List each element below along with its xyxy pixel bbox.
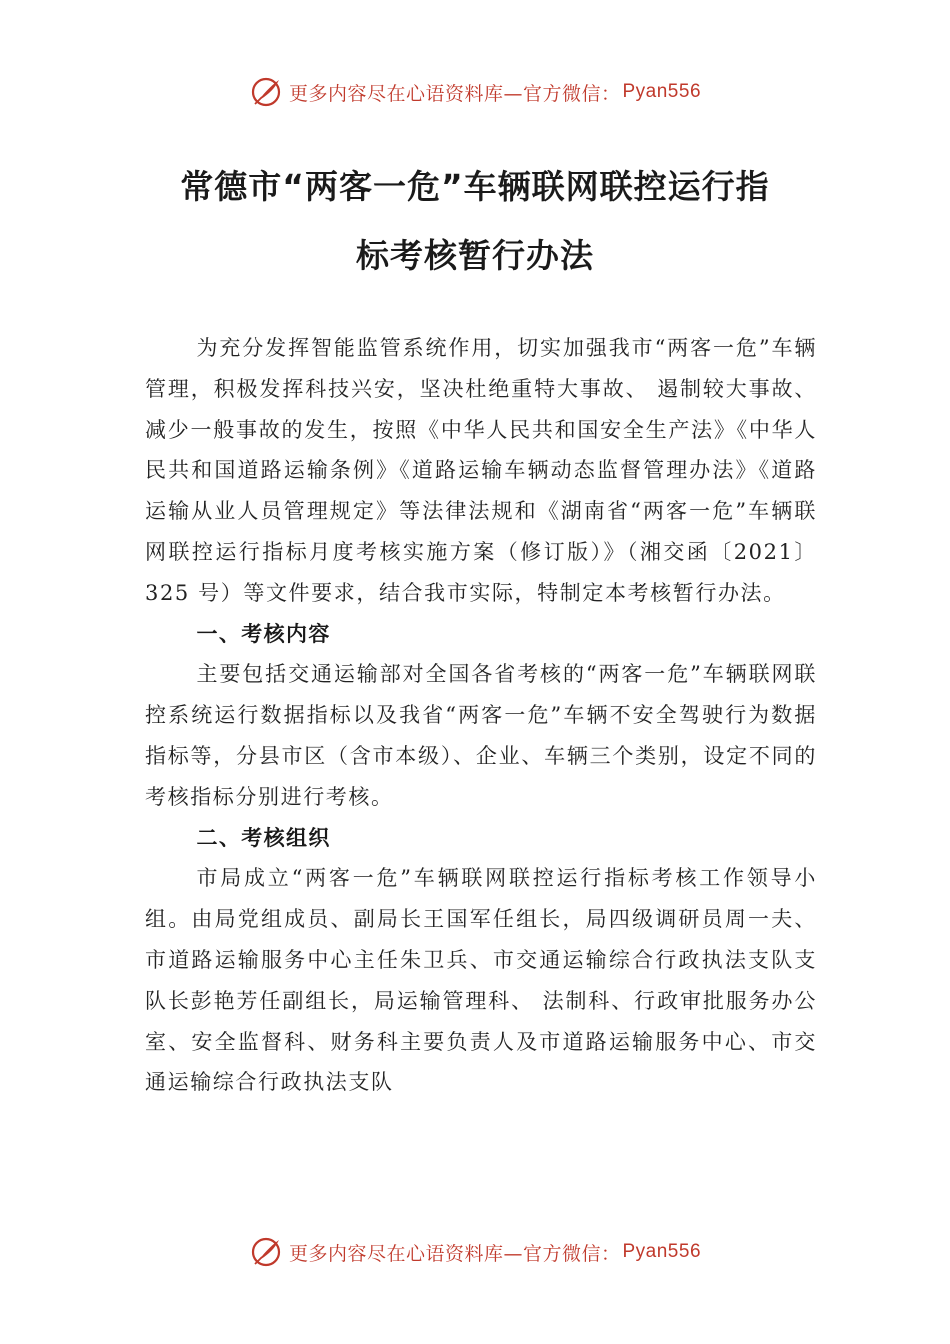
section-paragraph-assessment-content: 主要包括交通运输部对全国各省考核的“两客一危”车辆联网联控系统运行数据指标以及我省“两客一危”车辆不安全驾驶行为数据指标等，分县市区（含市本级）、企业、车辆三个类别，设定不同的考核指标分别进行考核。 xyxy=(145,662,817,809)
watermark-text: 更多内容尽在心语资料库—官方微信： xyxy=(288,82,621,105)
feather-pen-circle-icon xyxy=(249,1235,283,1269)
document-title-line-1: 常德市“两客一危”车辆联网联控运行指 xyxy=(180,167,770,206)
document-body xyxy=(145,328,817,1103)
document-title-line-2: 标考核暂行办法 xyxy=(356,236,594,275)
intro-paragraph: 为充分发挥智能监管系统作用，切实加强我市“两客一危”车辆管理，积极发挥科技兴安，坚决杜绝重特大事故、 遏制较大事故、减少一般事故的发生，按照《中华人民共和国安全生产法》《中华人民共和国道路运输条例》《道路运输车辆动态监督管理办法》《道路运输从业人员管理规定》等法律法规和《湖南省“两客一危”车辆联网联控运行指标月度考核实施方案（修订版）》（湘交函〔2021〕325 号）等文件要求，结合我市实际，特制定本考核暂行办法。 xyxy=(145,336,817,605)
watermark-footer xyxy=(0,1232,950,1272)
section-heading-assessment-organization: 二、考核组织 xyxy=(196,825,331,850)
watermark-wechat-id: Pyan556 xyxy=(622,81,702,102)
watermark-text: 更多内容尽在心语资料库—官方微信： xyxy=(288,1242,621,1265)
watermark-header xyxy=(0,72,950,112)
feather-pen-circle-icon xyxy=(249,75,283,109)
watermark-wechat-id: Pyan556 xyxy=(622,1241,702,1262)
section-paragraph-assessment-organization: 市局成立“两客一危”车辆联网联控运行指标考核工作领导小组。由局党组成员、副局长王国军任组长，局四级调研员周一夫、市道路运输服务中心主任朱卫兵、市交通运输综合行政执法支队支队长彭艳芳任副组长，局运输管理科、 法制科、行政审批服务办公室、安全监督科、财务科主要负责人及市道路运输服务中心、市交通运输综合行政执法支队 xyxy=(145,866,817,1095)
section-heading-assessment-content: 一、考核内容 xyxy=(196,621,331,646)
